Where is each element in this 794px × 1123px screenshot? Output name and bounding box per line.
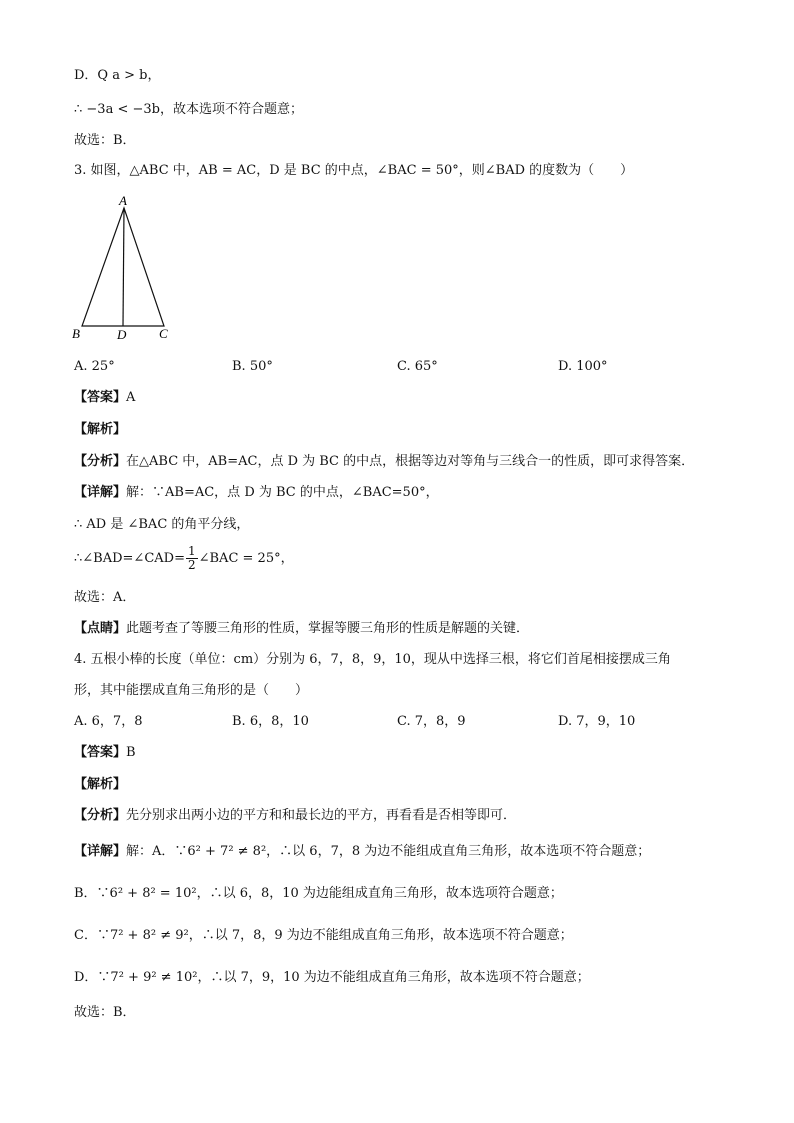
q4-stem-line2: 形，其中能摆成直角三角形的是（ ） <box>74 683 309 698</box>
q4-detail-c: C．∵7² + 8² ≠ 9²，∴以 7，8，9 为边不能组成直角三角形，故本选项不符合题意； <box>74 928 573 943</box>
label-a: A <box>119 193 127 208</box>
fenxi-tag: 【分析】 <box>74 808 127 823</box>
dianjing-text: 此题考查了等腰三角形的性质，掌握等腰三角形的性质是解题的关键． <box>126 621 530 636</box>
detail-text: 解：A．∵6² + 7² ≠ 8²，∴以 6，7，8 为边不能组成直角三角形，故本选项不符合题意； <box>126 844 651 859</box>
q4-option-c: C. 7，8，9 <box>397 714 466 729</box>
fenxi-text: 先分别求出两小边的平方和和最长边的平方，再看看是否相等即可． <box>126 808 517 823</box>
detail-text: 解：∵AB=AC，点 D 为 BC 的中点，∠BAC=50°， <box>126 485 439 500</box>
label-c: C <box>159 326 168 341</box>
prev-option-d: D．Q a > b， <box>74 68 161 83</box>
q3-step1: ∴ AD 是 ∠BAC 的角平分线， <box>74 517 250 532</box>
q3-fenxi <box>74 452 694 472</box>
q4-analysis-tag: 【解析】 <box>74 777 127 792</box>
q4-answer <box>74 743 136 763</box>
prev-conclusion: ∴ −3a < −3b，故本选项不符合题意； <box>74 102 303 117</box>
q4-detail-d: D．∵7² + 9² ≠ 10²，∴以 7，9，10 为边不能组成直角三角形，故本选项不符合题意； <box>74 970 590 985</box>
step2-pre: ∴∠BAD=∠CAD= <box>74 551 185 566</box>
triangle-figure <box>68 190 178 345</box>
answer-tag: 【答案】 <box>74 390 127 405</box>
fraction-numerator: 1 <box>187 544 196 558</box>
q3-option-d: D. 100° <box>558 359 608 374</box>
detail-tag: 【详解】 <box>74 844 127 859</box>
q3-analysis-tag: 【解析】 <box>74 422 127 437</box>
q4-option-a: A. 6，7，8 <box>74 714 143 729</box>
dianjing-tag: 【点睛】 <box>74 621 127 636</box>
q4-fenxi <box>74 806 516 826</box>
fenxi-text: 在△ABC 中，AB=AC，点 D 为 BC 的中点，根据等边对等角与三线合一的性质，即可求得答案． <box>126 454 695 469</box>
q4-detail-b: B．∵6² + 8² = 10²，∴以 6，8，10 为边能组成直角三角形，故本选项符合题意； <box>74 886 563 901</box>
q3-option-a: A. 25° <box>74 359 115 374</box>
q4-option-b: B. 6，8，10 <box>232 714 309 729</box>
answer-tag: 【答案】 <box>74 745 127 760</box>
q3-dianjing <box>74 619 529 639</box>
q4-option-d: D. 7，9，10 <box>558 714 636 729</box>
label-d: D <box>117 327 127 342</box>
fraction-denominator: 2 <box>187 558 196 572</box>
fraction-half <box>186 545 198 572</box>
detail-tag: 【详解】 <box>74 485 127 500</box>
q4-detail-a <box>74 842 650 862</box>
label-b: B <box>72 326 80 341</box>
q3-answer <box>74 388 135 408</box>
q3-option-b: B. 50° <box>232 359 273 374</box>
q3-option-c: C. 65° <box>397 359 438 374</box>
prev-choose: 故选：B． <box>74 133 136 148</box>
q3-stem: 3. 如图，△ABC 中，AB = AC，D 是 BC 的中点，∠BAC = 50°，则∠BAD 的度数为（ ） <box>74 163 634 178</box>
q4-stem-line1: 4. 五根小棒的长度（单位：cm）分别为 6，7，8，9，10，现从中选择三根，将它们首尾相接摆成三角 <box>74 652 671 667</box>
fenxi-tag: 【分析】 <box>74 454 127 469</box>
q3-choose: 故选：A． <box>74 590 136 605</box>
answer-value: B <box>126 745 136 760</box>
q4-choose: 故选：B． <box>74 1005 136 1020</box>
q3-detail <box>74 483 439 503</box>
q3-step2 <box>74 544 294 574</box>
step2-post: ∠BAC = 25°， <box>198 551 294 566</box>
answer-value: A <box>126 390 136 405</box>
